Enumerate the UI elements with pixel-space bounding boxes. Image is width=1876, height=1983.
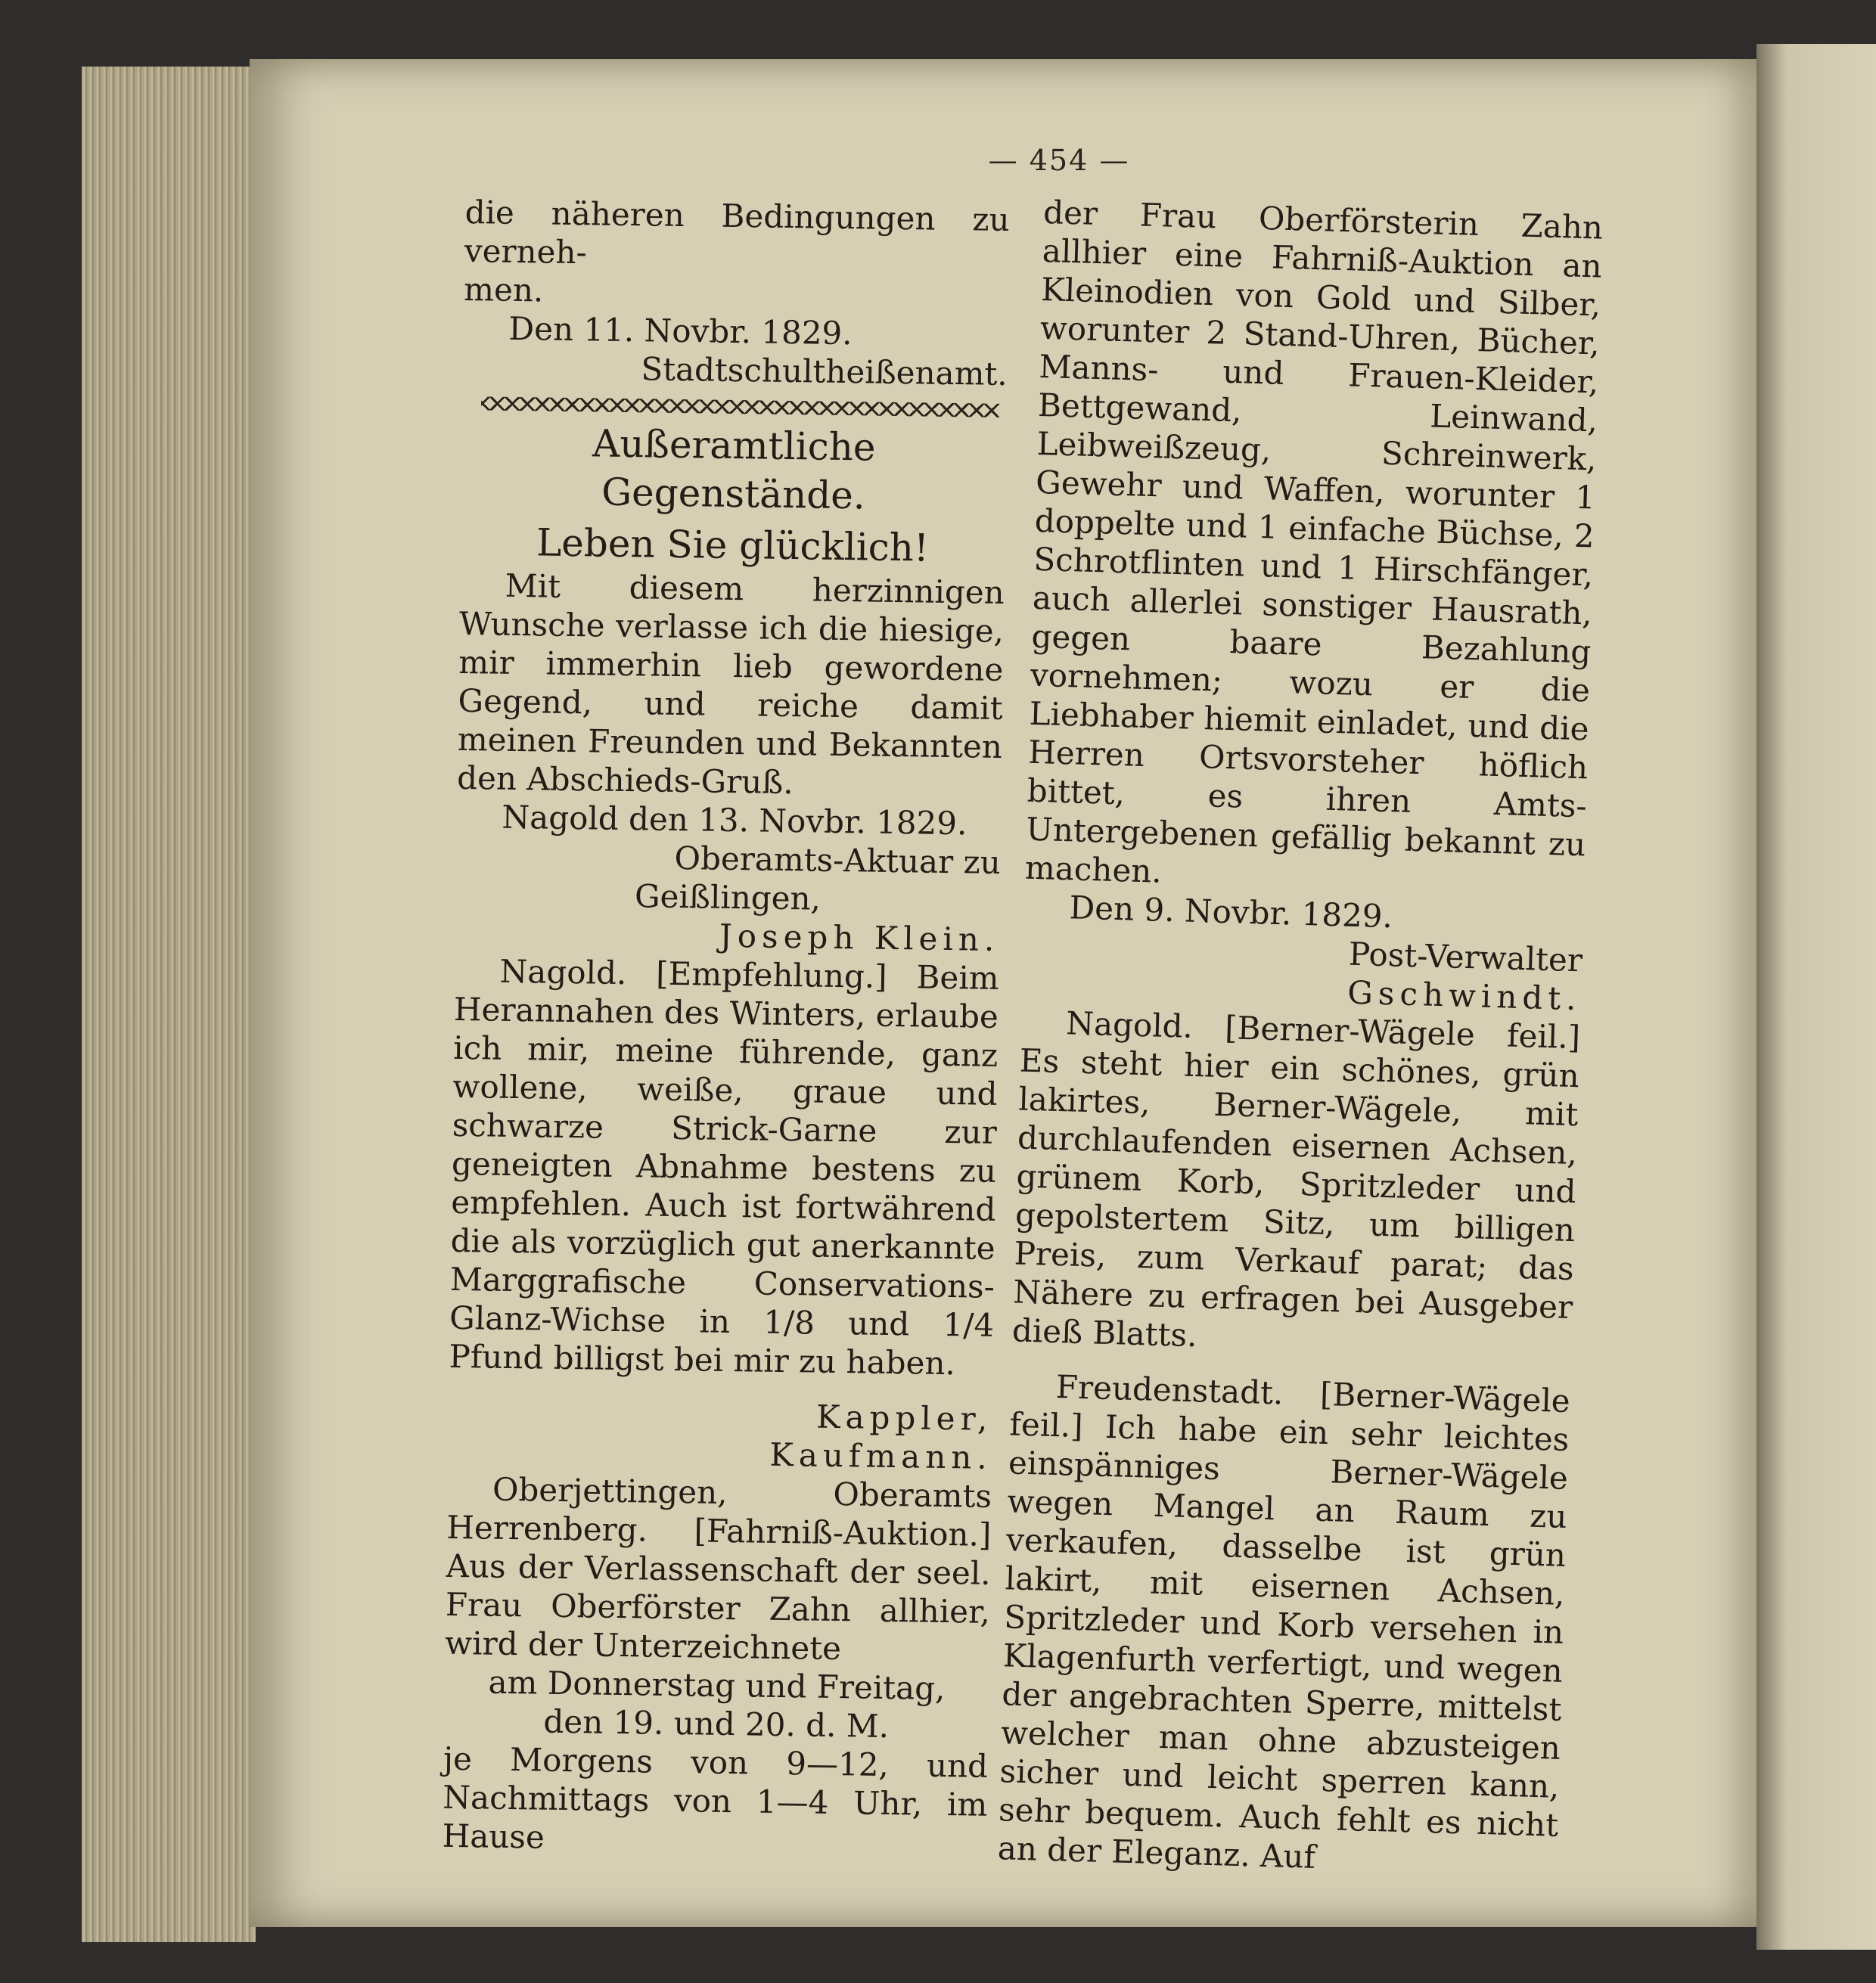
notice-text: Mit diesem herzinnigen Wunsche verlasse ich die hiesige, mir immerhin lieb gewordene Gegend, und reiche damit meinen Freunden und Bekannten den Abschieds-Gruß. [456,566,1005,802]
signature: Kaufmann. [769,1435,993,1476]
text-line: die näheren Bedingungen zu verneh- [464,193,1010,272]
notice-text: Nagold. [Berner-Wägele feil.] Es steht hier ein schönes, grün lakirtes, Berner-Wägele, mit durchlaufenden eisernen Achsen, grünem Korb, Spritzleder und gepolstertem Sitz, um billigen Preis, zum Verkauf parat; das Nähere zu erfragen bei Ausgeber dieß Blatts. [1011,1004,1581,1355]
notice-text: Nagold. [Empfehlung.] Beim Herannahen des Winters, erlaube ich mir, meine führende, ganz wollene, weiße, graue und schwarze Strick-Garne zur geneigten Abnahme bestens zu empfehlen. Auch ist fortwährend die als vorzüglich gut anerkannte Marggrafische Conservations-Glanz-Wichse in 1/8 und 1/4 Pfund billigst bei mir zu haben. [449,952,999,1383]
notice-text: der Frau Oberförsterin Zahn allhier eine Fahrniß-Auktion an Kleinodien von Gold und Silber, worunter 2 Stand-Uhren, Bücher, Manns- und Frauen-Kleider, Bettgewand, Leinwand, Leibweißzeug, Schreinwerk, Gewehr und Waffen, worunter 1 doppelte und 1 einfache Büchse, 2 Schrotflinten und 1 Hirschfänger, auch allerlei sonstiger Hausrath, gegen baare Bezahlung vornehmen; wozu er die Liebhaber hiemit einladet, und die Herren Ortsvorsteher höflich bittet, es ihren Amts-Untergebenen gefällig bekannt zu machen. [1024,193,1604,890]
text-line: am Donnerstag und Freitag, [488,1663,946,1708]
date-line: Nagold den 13. Novbr. 1829. [502,798,968,843]
signature: Post-Verwalter [1348,935,1583,979]
section-heading: Außeramtliche Gegenstände. [592,421,876,518]
signature: Stadtschultheißenamt. [641,350,1008,393]
notice-title: Leben Sie glücklich! [536,520,930,570]
text-line: den 19. und 20. d. M. [543,1702,890,1746]
signature-name: Joseph Klein. [719,917,1000,958]
page-stack-edge [82,67,256,1942]
signature: Geißlingen, [634,877,822,917]
facing-page-edge [1756,44,1876,1950]
left-column [442,193,1010,1863]
notice-text: Freudenstadt. [Berner-Wägele feil.] Ich habe ein sehr leichtes einspänniges Berner-Wägele wegen Mangel an Raum zu verkaufen, dasselbe ist grün lakirt, mit eisernen Achsen, Spritzleder und Korb versehen in Klagenfurth verfertigt, und wegen der angebrachten Sperre, mittelst welcher man ohne abzusteigen sicher und leicht sperren kann, sehr bequem. Auch fehlt es nicht an der Eleganz. Auf [997,1368,1571,1876]
date-line: Den 9. Novbr. 1829. [1068,889,1393,936]
date-line: Den 11. Novbr. 1829. [508,309,853,352]
page-number: — 454 — [988,144,1130,177]
right-column [997,193,1604,1883]
decorative-rule [481,396,999,417]
signature-name: Gschwindt. [1346,973,1582,1018]
text-line: men. [463,270,544,309]
signature-name: Kappler, [815,1398,993,1438]
text-line: je Morgens von 9—12, und Nachmittags von 1—4 Uhr, im Hause [442,1739,989,1856]
signature: Oberamts-Aktuar zu [674,839,1002,881]
notice-text: Oberjettingen, Oberamts Herrenberg. [Fahrniß-Auktion.] Aus der Verlassenschaft der seel. Frau Oberförster Zahn allhier, wird der Unterzeichnete [444,1470,992,1668]
